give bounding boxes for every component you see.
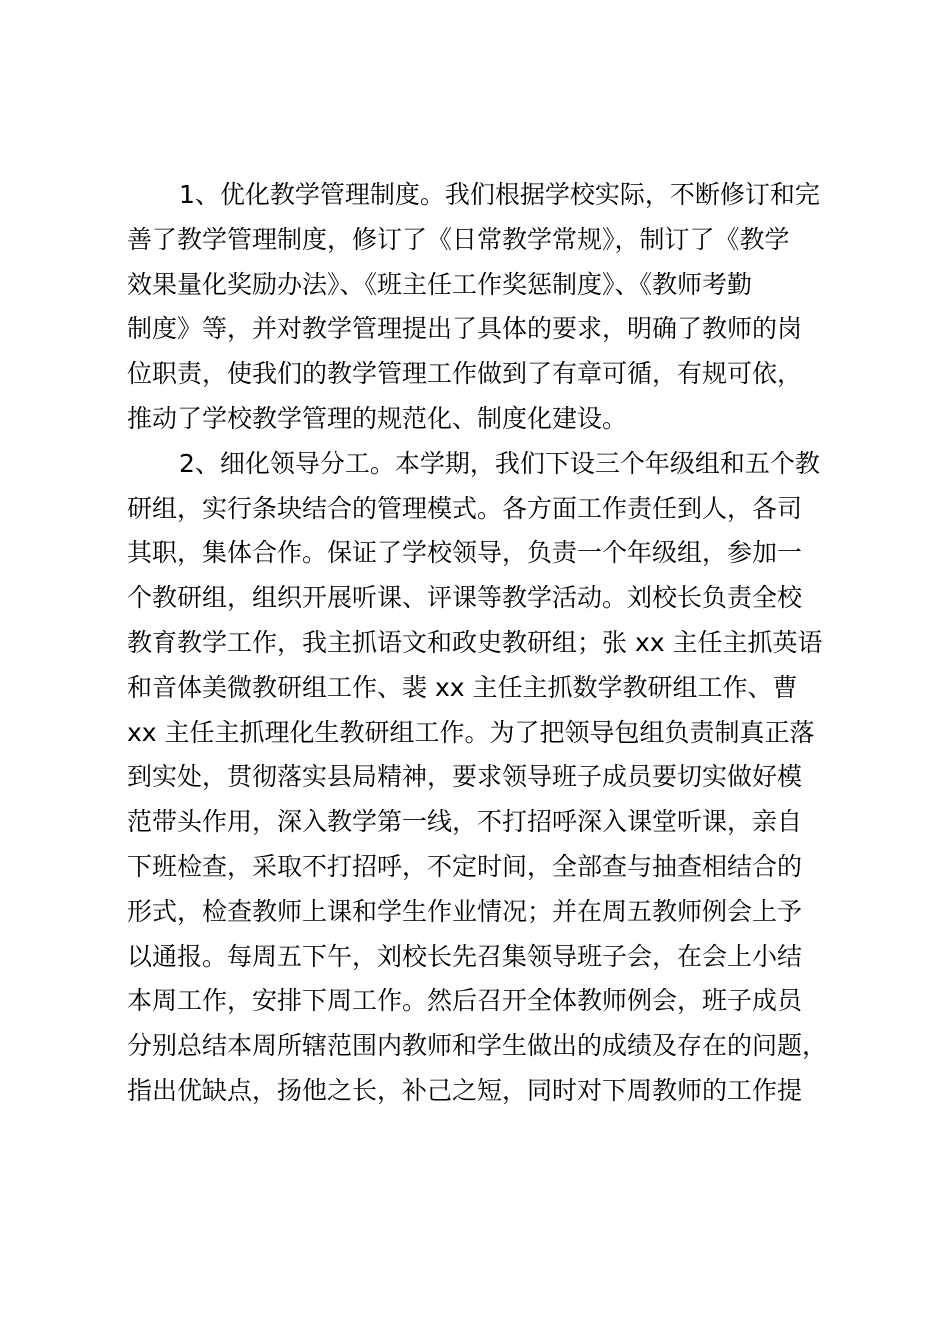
text-line: 研组，实行条块结合的管理模式。各方面工作责任到人，各司 xyxy=(127,493,803,523)
text-line: 本周工作，安排下周工作。然后召开全体教师例会，班子成员 xyxy=(127,986,803,1016)
text-line: 分别总结本周所辖范围内教师和学生做出的成绩及存在的问题， xyxy=(127,1031,828,1061)
text-line: 2、细化领导分工。本学期，我们下设三个年级组和五个教 xyxy=(179,448,820,478)
text-line: 善了教学管理制度，修订了《日常教学常规》，制订了《教学 xyxy=(127,224,790,254)
paragraph-1 xyxy=(127,173,835,442)
paragraph-2 xyxy=(127,442,835,1114)
text-line: 指出优缺点，扬他之长，补己之短，同时对下周教师的工作提 xyxy=(127,1075,803,1105)
text-line: 制度》等，并对教学管理提出了具体的要求，明确了教师的岗 xyxy=(127,314,803,344)
document-body xyxy=(127,173,835,1114)
text-line: 范带头作用，深入教学第一线，不打招呼深入课堂听课，亲自 xyxy=(127,807,803,837)
text-line: 形式，检查教师上课和学生作业情况；并在周五教师例会上予 xyxy=(127,896,803,926)
text-line: 1、优化教学管理制度。我们根据学校实际，不断修订和完 xyxy=(179,180,820,209)
text-line: 其职，集体合作。保证了学校领导，负责一个年级组，参加一 xyxy=(127,538,803,568)
text-line: 教育教学工作，我主抓语文和政史教研组；张 xx 主任主抓英语 xyxy=(127,627,823,657)
text-line: 下班检查，采取不打招呼，不定时间，全部查与抽查相结合的 xyxy=(127,851,803,881)
text-line: 个教研组，组织开展听课、评课等教学活动。刘校长负责全校 xyxy=(127,583,803,613)
text-line: 到实处，贯彻落实县局精神，要求领导班子成员要切实做好模 xyxy=(127,762,803,792)
text-line: 推动了学校教学管理的规范化、制度化建设。 xyxy=(127,403,628,433)
text-line: 位职责，使我们的教学管理工作做到了有章可循，有规可依， xyxy=(127,359,803,389)
text-line: 效果量化奖励办法》、《班主任工作奖惩制度》、《教师考勤 xyxy=(127,269,753,299)
text-line: 和音体美微教研组工作、裴 xx 主任主抓数学教研组工作、曹 xyxy=(127,672,798,702)
text-line: 以通报。每周五下午，刘校长先召集领导班子会，在会上小结 xyxy=(127,941,803,971)
text-line: xx 主任主抓理化生教研组工作。为了把领导包组负责制真正落 xyxy=(127,717,815,747)
